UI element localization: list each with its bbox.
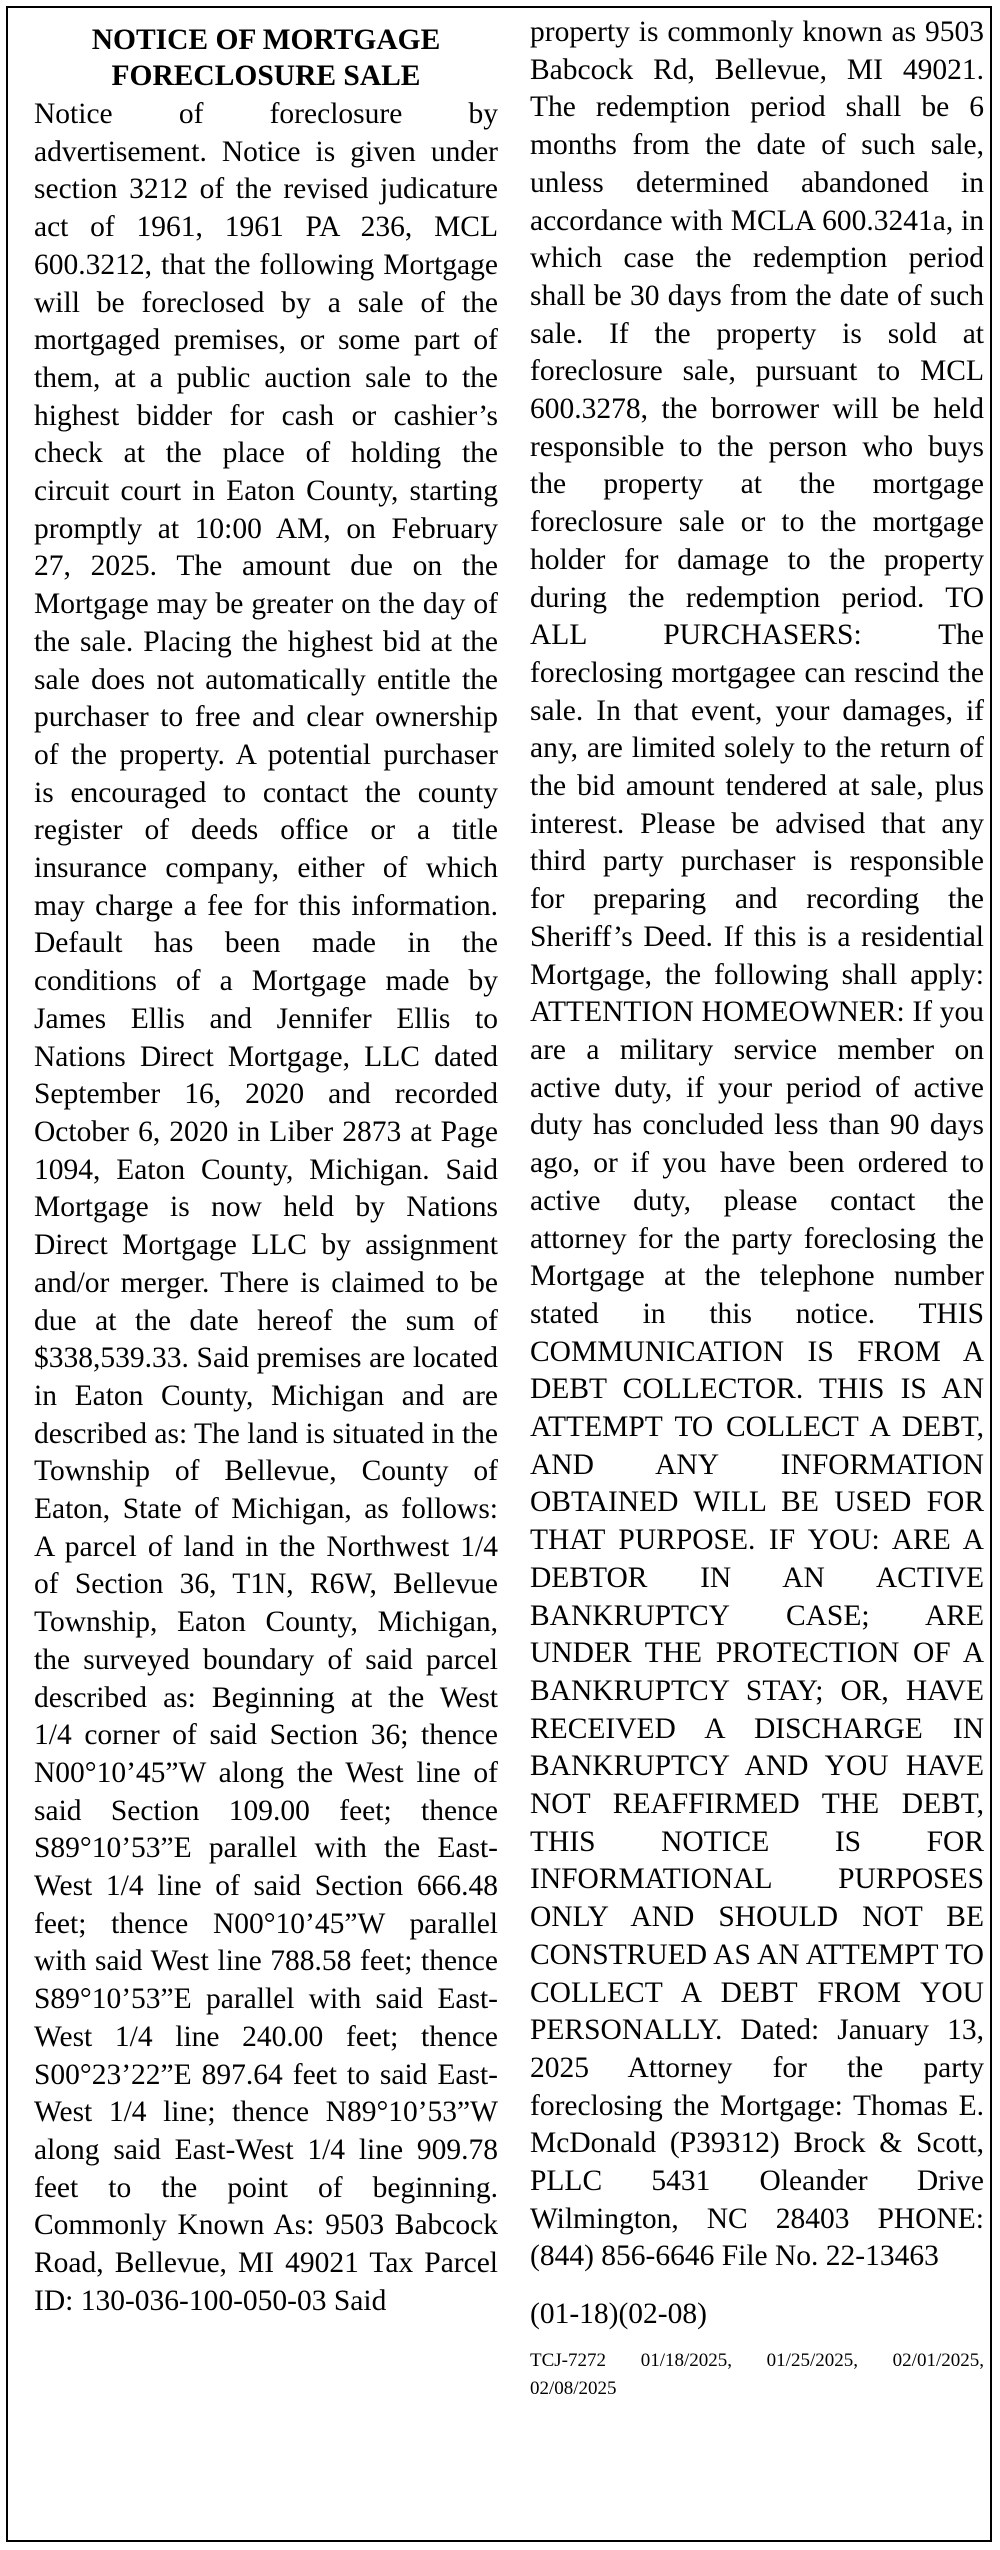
notice-title: NOTICE OF MORTGAGE FORECLOSURE SALE	[91, 24, 441, 92]
publication-tcj-line: TCJ-7272 01/18/2025, 01/25/2025, 02/01/2025, 02/08/2025	[530, 2350, 984, 2400]
notice-body-right: property is commonly known as 9503 Babcock Rd, Bellevue, MI 49021. The redemption period shall be 6 months from the date of such sale, unless determined abandoned in accordance with MCLA 600.3241a, in which case the redemption period shall be 30 days from the date of such sale. If the property is sold at foreclosure sale, pursuant to MCL 600.3278, the borrower will be held responsible to the person who buys the property at the mortgage foreclosure sale or to the mortgage holder for damage to the property during the redemption period. TO ALL PURCHASERS: The foreclosing mortgagee can rescind the sale. In that event, your damages, if any, are limited solely to the return of the bid amount tendered at sale, plus interest. Please be advised that any third party purchaser is responsible for preparing and recording the Sheriff’s Deed. If this is a residential Mortgage, the following shall apply: ATTENTION HOMEOWNER: If you are a military service member on active duty, if your period of active duty has concluded less than 90 days ago, or if you have been ordered to active duty, please contact the attorney for the party foreclosing the Mortgage at the telephone number stated in this notice. THIS COMMUNICATION IS FROM A DEBT COLLECTOR. THIS IS AN ATTEMPT TO COLLECT A DEBT, AND ANY INFORMATION OBTAINED WILL BE USED FOR THAT PURPOSE. IF YOU: ARE A DEBTOR IN AN ACTIVE BANKRUPTCY CASE; ARE UNDER THE PROTECTION OF A BANKRUPTCY STAY; OR, HAVE RECEIVED A DISCHARGE IN BANKRUPTCY AND YOU HAVE NOT REAFFIRMED THE DEBT, THIS NOTICE IS FOR INFORMATIONAL PURPOSES ONLY AND SHOULD NOT BE CONSTRUED AS AN ATTEMPT TO COLLECT A DEBT FROM YOU PERSONALLY. Dated: January 13, 2025 Attorney for the party foreclosing the Mortgage: Thomas E. McDonald (P39312) Brock & Scott, PLLC 5431 Oleander Drive Wilmington, NC 28403 PHONE: (844) 856-6646 File No. 22-13463	[530, 16, 984, 2273]
publication-dates-short: (01-18)(02-08)	[530, 2298, 707, 2331]
notice-body-left: Notice of foreclosure by advertisement. Notice is given under section 3212 of the revised judicature act of 1961, 1961 PA 236, MCL 600.3212, that the following Mortgage will be foreclosed by a sale of the mortgaged premises, or some part of them, at a public auction sale to the highest bidder for cash or cashier’s check at the place of holding the circuit court in Eaton County, starting promptly at 10:00 AM, on February 27, 2025. The amount due on the Mortgage may be greater on the day of the sale. Placing the highest bid at the sale does not automatically entitle the purchaser to free and clear ownership of the property. A potential purchaser is encouraged to contact the county register of deeds office or a title insurance company, either of which may charge a fee for this information. Default has been made in the conditions of a Mortgage made by James Ellis and Jennifer Ellis to Nations Direct Mortgage, LLC dated September 16, 2020 and recorded October 6, 2020 in Liber 2873 at Page 1094, Eaton County, Michigan. Said Mortgage is now held by Nations Direct Mortgage LLC by assignment and/or merger. There is claimed to be due at the date hereof the sum of $338,539.33. Said premises are located in Eaton County, Michigan and are described as: The land is situated in the Township of Bellevue, County of Eaton, State of Michigan, as follows: A parcel of land in the Northwest 1/4 of Section 36, T1N, R6W, Bellevue Township, Eaton County, Michigan, the surveyed boundary of said parcel described as: Beginning at the West 1/4 corner of said Section 36; thence N00°10’45”W along the West line of said Section 109.00 feet; thence S89°10’53”E parallel with the East-West 1/4 line of said Section 666.48 feet; thence N00°10’45”W parallel with said West line 788.58 feet; thence S89°10’53”E parallel with said East-West 1/4 line 240.00 feet; thence S00°23’22”E 897.64 feet to said East-West 1/4 line; thence N89°10’53”W along said East-West 1/4 line 909.78 feet to the point of beginning. Commonly Known As: 9503 Babcock Road, Bellevue, MI 49021 Tax Parcel ID: 130-036-100-050-03 Said	[34, 98, 498, 2317]
notice-right-column	[530, 14, 984, 2403]
notice-left-column	[34, 22, 498, 2320]
notice-frame	[6, 6, 992, 2542]
